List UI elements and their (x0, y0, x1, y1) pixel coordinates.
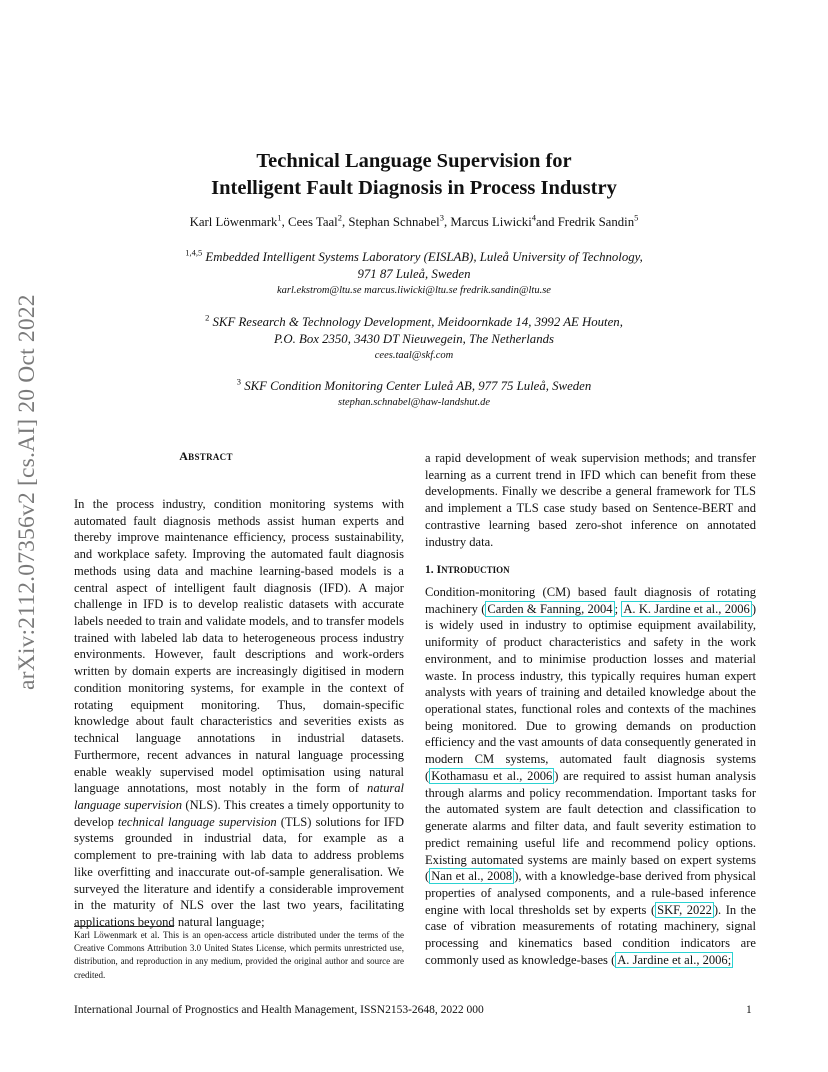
author-name: , Marcus Liwicki (443, 215, 532, 229)
affiliation-line: SKF Condition Monitoring Center Luleå AB, 977 75 Luleå, Sweden (244, 379, 592, 393)
citation-link[interactable]: A. K. Jardine et al., 2006 (623, 601, 750, 616)
affiliation-line: 971 87 Luleå, Sweden (357, 267, 471, 281)
affiliation-3 (0, 378, 828, 411)
intro-text: Condition-monitoring (CM) based fault diagnosis of rotating machinery ( (425, 585, 756, 616)
affiliation-email: stephan.schnabel@haw-landshut.de (338, 397, 490, 408)
affiliation-2 (0, 314, 828, 364)
abstract-text: (TLS) solutions for IFD systems grounded in industrial data, for example as a complement to pre-training with lab data to address problems like overfitting and inaccurate out-of-sample generalisation. We surveyed the literature and identify a considerable improvement in the maturity of NLS over the last two years, facilitating applications beyond natural language; (74, 814, 405, 929)
introduction-body: Condition-monitoring (CM) based fault diagnosis of rotating machinery ( Carden & Fanning, 2004 ; A. K. Jardine et al., 2006 ) is widely used in industry to optimise equipment availability, uniformity of product characteristics and safety in the work environment, and to minimise production losses and material waste. In process industry, this typically requires human expert analysts with years of training and detailed knowledge about the operational states, functional roles and contexts of the machines being monitored. Due to growing demands on production efficiency and the vast amounts of data consequently generated in modern CM systems, automated fault diagnosis systems ( Kothamasu et al., 2006 ) are required to assist human analysis through alarms and policy recommendation. Important tasks for the automated system are fault detection and classification to generate alarms and filter data, and fault severity estimation to predict remaining useful life and recommend policy options. Existing automated systems are mainly based on expert systems ( Nan et al., 2008 ), with a knowledge-base derived from physical properties of analysed components, and a rule-based inference engine with local thresholds set by experts ( SKF, 2022 ). In the case of vibration measurements of rotating machinery, signal processing and kinematics based condition indicators are commonly used as knowledge-bases ( A. Jardine et al., 2006; (425, 585, 756, 967)
affiliation-mark: 1,4,5 (185, 247, 203, 258)
intro-text: ) are required to assist human analysis through alarms and policy recommendation. Important tasks for the automated system are fault detection and classification to generate alarms and filter data, and fault severity estimation to predict remaining useful life and recommend policy options. Existing automated systems are mainly based on expert systems ( (425, 768, 756, 884)
affiliation-1 (0, 249, 828, 299)
intro-text: ). In the case of vibration measurements of rotating machinery, signal processing and kinematics based condition indicators are commonly used as knowledge-bases ( (425, 902, 756, 967)
affiliation-mark: 2 (205, 312, 210, 323)
intro-text: ), with a knowledge-base derived from physical properties of analysed components, and a rule-based inference engine with local thresholds set by experts ( (425, 869, 756, 917)
abstract-text: In the process industry, condition monitoring systems with automated fault diagnosis methods assist human experts and thereby improve maintenance efficiency, process sustainability, and workplace safety. Improving the automated fault diagnosis methods using data and machine learning-based models is a central aspect of intelligent fault diagnosis (IFD). A major challenge in IFD is to develop realistic datasets with accurate labels needed to train and validate models, and to transfer models trained with labeled lab data to heterogeneous process industry environments. However, fault descriptions and work-orders written by domain experts are increasingly digitised in modern condition monitoring systems, for example in the context of rotating equipment monitoring. Thus, domain-specific knowledge about fault characteristics and severities exists as technical language annotations in industrial datasets. Furthermore, recent advances in natural language processing enable weakly supervised model optimisation using natural language annotations, most notably in the form of (74, 497, 404, 796)
citation-link[interactable]: Kothamasu et al., 2006 (431, 768, 553, 783)
abstract-text: (NLS). This creates a timely opportunity to develop (74, 797, 405, 829)
journal-footer: International Journal of Prognostics and Health Management, ISSN2153-2648, 2022 000 (74, 1004, 484, 1016)
abstract-italic-term: natural language supervision (74, 781, 404, 812)
author-affiliation-mark: 3 (439, 212, 444, 223)
abstract-continuation (425, 450, 756, 550)
affiliation-line: P.O. Box 2350, 3430 DT Nieuwegein, The Netherlands (274, 332, 554, 346)
citation-link[interactable]: Nan et al., 2008 (431, 869, 513, 884)
author-name: , Stephan Schnabel (342, 215, 440, 229)
affiliation-email: cees.taal@skf.com (374, 350, 454, 361)
author-list (0, 212, 828, 230)
license-footnote: Karl Löwenmark et al. This is an open-access article distributed under the terms of the Creative Commons Attribution 3.0 United States License, which permits unrestricted use, distribution, and reproduction in any medium, provided the original author and source are credited. (74, 930, 404, 980)
author-affiliation-mark: 1 (277, 212, 282, 223)
title-line-2: Intelligent Fault Diagnosis in Process Industry (211, 177, 617, 199)
affiliation-email: karl.ekstrom@ltu.se marcus.liwicki@ltu.se fredrik.sandin@ltu.se (277, 285, 551, 296)
abstract-body (74, 496, 404, 931)
intro-text: ) is widely used in industry to optimise equipment availability, uniformity of product characteristics and safety in the work environment, and to minimise production losses and material waste. In process industry, this typically requires human expert analysts with years of training and detailed knowledge about the operational states, functional roles and contexts of the machines being monitored. Due to growing demands on production efficiency and the vast amounts of data consequently generated in modern CM systems, automated fault diagnosis systems ( (425, 601, 756, 783)
section-heading-introduction: 1. INTRODUCTION (425, 562, 510, 576)
abstract-italic-term: technical language supervision (117, 814, 277, 829)
author-affiliation-mark: 5 (634, 212, 639, 223)
affiliation-mark: 3 (236, 376, 241, 387)
citation-link[interactable]: A. Jardine et al., 2006; (617, 952, 732, 967)
paper-title (0, 148, 828, 202)
abstract-continuation-text: a rapid development of weak supervision methods; and transfer learning as a current trend in IFD which can benefit from these developments. Finally we describe a general framework for TLS and implement a TLS case study based on Sentence-BERT and contrastive learning based zero-shot inference on annotated industry data. (425, 451, 756, 549)
affiliation-line: SKF Research & Technology Development, Meidoornkade 14, 3992 AE Houten, (212, 315, 623, 329)
page-number: 1 (746, 1004, 752, 1016)
author-affiliation-mark: 4 (531, 212, 537, 223)
abstract-heading: ABSTRACT (179, 449, 233, 463)
affiliation-line: Embedded Intelligent Systems Laboratory (EISLAB), Luleå University of Technology, (205, 250, 643, 264)
title-line-1: Technical Language Supervision for (256, 150, 572, 172)
author-name: and Fredrik Sandin (536, 215, 635, 229)
author-affiliation-mark: 2 (337, 212, 342, 223)
author-name: Karl Löwenmark (189, 215, 278, 229)
footnote-divider (74, 926, 174, 927)
citation-link[interactable]: Carden & Fanning, 2004 (487, 601, 613, 616)
citation-link[interactable]: SKF, 2022 (657, 902, 712, 917)
author-name: , Cees Taal (281, 215, 338, 229)
arxiv-identifier: arXiv:2112.07356v2 [cs.AI] 20 Oct 2022 (14, 294, 40, 690)
